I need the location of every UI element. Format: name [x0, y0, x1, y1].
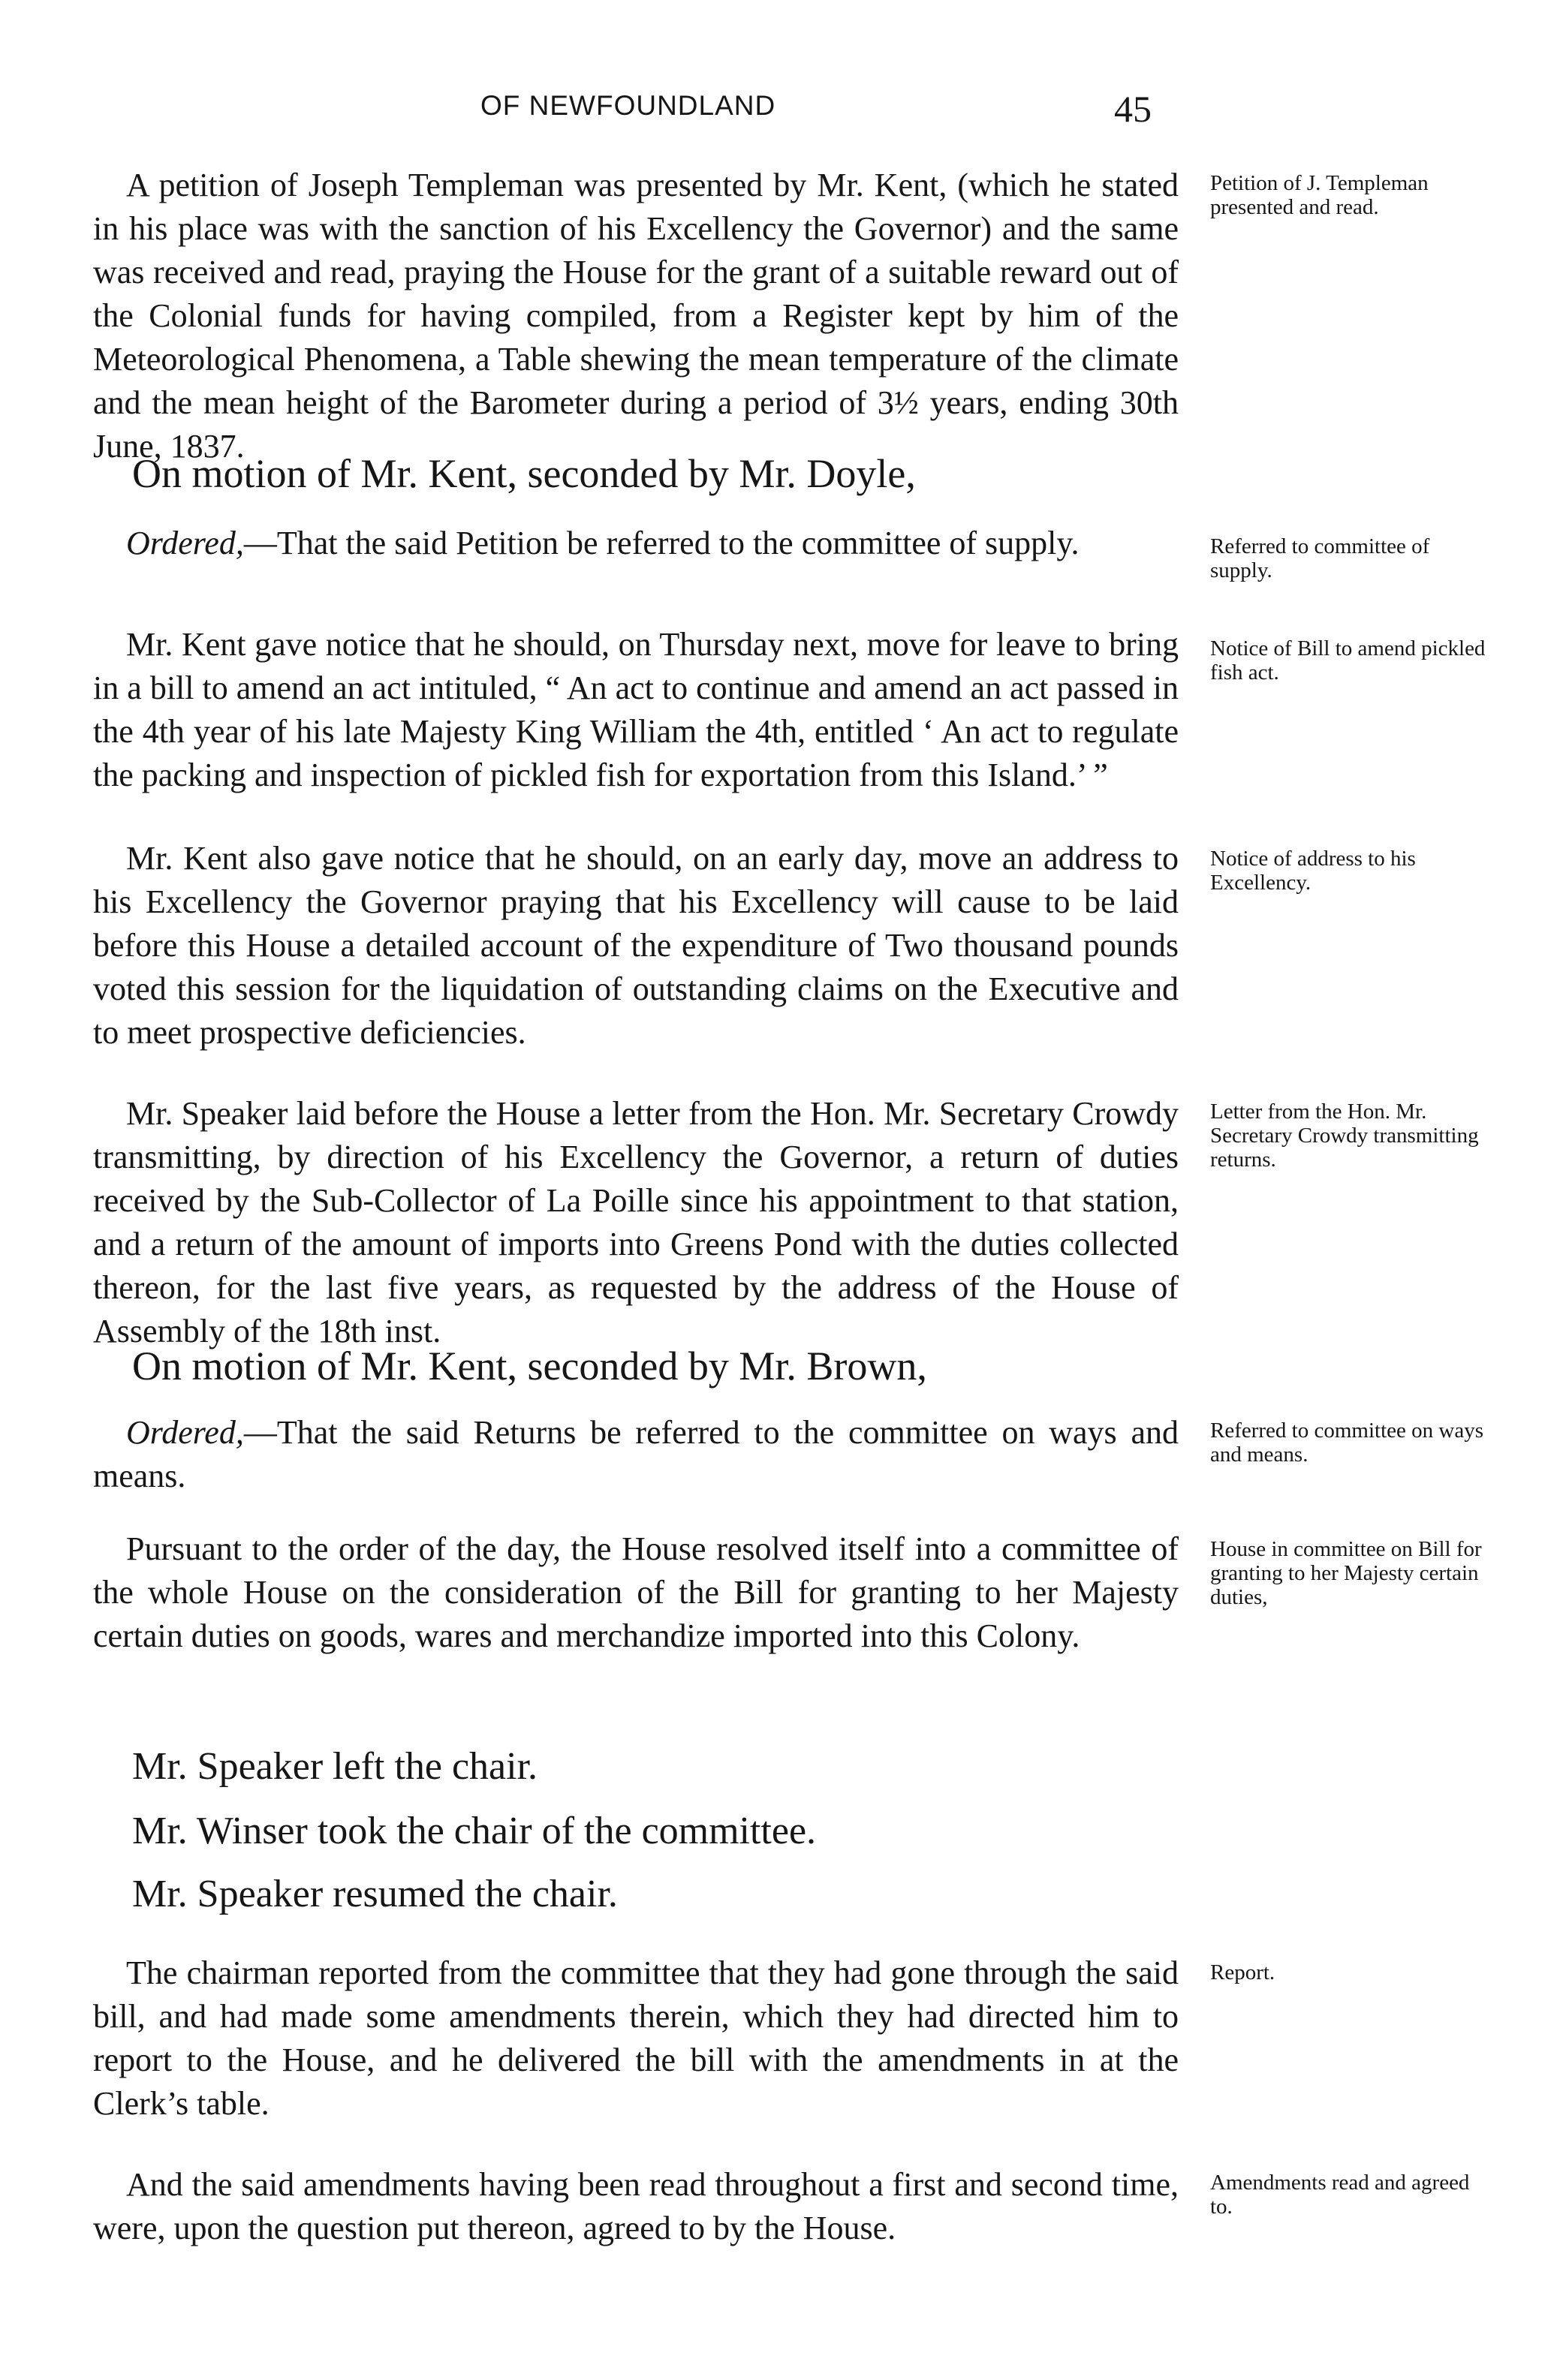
paragraph-kent-bill-notice: Mr. Kent gave notice that he should, on Thursday next, move for leave to bring in a bill to amend an act intituled, “ An act to continue and amend an act passed in the 4th year of his late Majesty King William the 4th, entitled ‘ An act to regulate the packing and inspection of pickled fish for exportation from this Island.’ ”	[93, 626, 1179, 793]
speaker-resumed-chair: Mr. Speaker resumed the chair.	[132, 1873, 618, 1915]
winser-took-chair: Mr. Winser took the chair of the committee.	[132, 1810, 817, 1852]
paragraph-kent-address-notice: Mr. Kent also gave notice that he should, on an early day, move an address to his Excellency the Governor praying that his Excellency will cause to be laid before this House a detailed account of the expenditure of Two thousand pounds voted this session for the liquidation of outstanding claims on the Executive and to meet prospective deficiencies.	[93, 840, 1179, 1051]
motion-kent-doyle: On motion of Mr. Kent, seconded by Mr. Doyle,	[132, 451, 916, 496]
ordered-text: —That the said Petition be referred to the committee of supply.	[243, 525, 1080, 561]
margin-note-bill: Notice of Bill to amend pickled fish act.	[1210, 636, 1486, 685]
margin-note-letter: Letter from the Hon. Mr. Secretary Crowdy transmitting returns.	[1210, 1100, 1479, 1172]
paragraph-amendments-agreed: And the said amendments having been read throughout a first and second time, were, upon the question put thereon, agreed to by the House.	[93, 2166, 1179, 2246]
margin-note-report: Report.	[1210, 1960, 1275, 1984]
paragraph-chairman-report: The chairman reported from the committee that they had gone through the said bill, and had made some amendments therein, which they had directed him to report to the House, and he delivered the bill with the amendments in at the Clerk’s table.	[93, 1954, 1179, 2122]
paragraph-ordered-ways-means	[93, 1411, 1179, 1498]
running-title: OF NEWFOUNDLAND	[480, 90, 776, 121]
margin-note-amendments: Amendments read and agreed to.	[1210, 2171, 1470, 2219]
margin-note-committee: House in committee on Bill for granting to her Majesty certain duties,	[1210, 1537, 1482, 1609]
page-number: 45	[1114, 88, 1152, 130]
ordered-label: Ordered,	[126, 1414, 244, 1451]
ordered-label: Ordered,	[126, 525, 244, 561]
paragraph-templeman-petition: A petition of Joseph Templeman was presented by Mr. Kent, (which he stated in his place was with the sanction of his Excellency the Governor) and the same was received and read, praying the House for the grant of a suitable reward out of the Colonial funds for having compiled, from a Register kept by him of the Meteorological Phenomena, a Table shewing the mean temperature of the climate and the mean height of the Barometer during a period of 3½ years, ending 30th June, 1837.	[93, 167, 1179, 465]
ordered-text: —That the said Returns be referred to the committee on ways and means.	[93, 1414, 1179, 1494]
paragraph-speaker-letter: Mr. Speaker laid before the House a letter from the Hon. Mr. Secretary Crowdy transmitting, by direction of his Excellency the Governor, a return of duties received by the Sub-Collector of La Poille since his appointment to that station, and a return of the amount of imports into Greens Pond with the duties collected thereon, for the last five years, as requested by the address of the House of Assembly of the 18th inst.	[93, 1095, 1179, 1349]
paragraph-committee-whole: Pursuant to the order of the day, the House resolved itself into a committee of the whole House on the consideration of the Bill for granting to her Majesty certain duties on goods, wares and merchandize imported into this Colony.	[93, 1530, 1179, 1654]
margin-note-ways-means: Referred to committee on ways and means.	[1210, 1419, 1483, 1467]
motion-kent-brown: On motion of Mr. Kent, seconded by Mr. Brown,	[132, 1343, 927, 1389]
margin-note-supply: Referred to committee of supply.	[1210, 534, 1430, 582]
paragraph-ordered-supply	[93, 522, 1179, 565]
margin-note-address: Notice of address to his Excellency.	[1210, 847, 1416, 895]
speaker-left-chair: Mr. Speaker left the chair.	[132, 1745, 538, 1788]
margin-note-petition: Petition of J. Templeman presented and read.	[1210, 171, 1429, 219]
